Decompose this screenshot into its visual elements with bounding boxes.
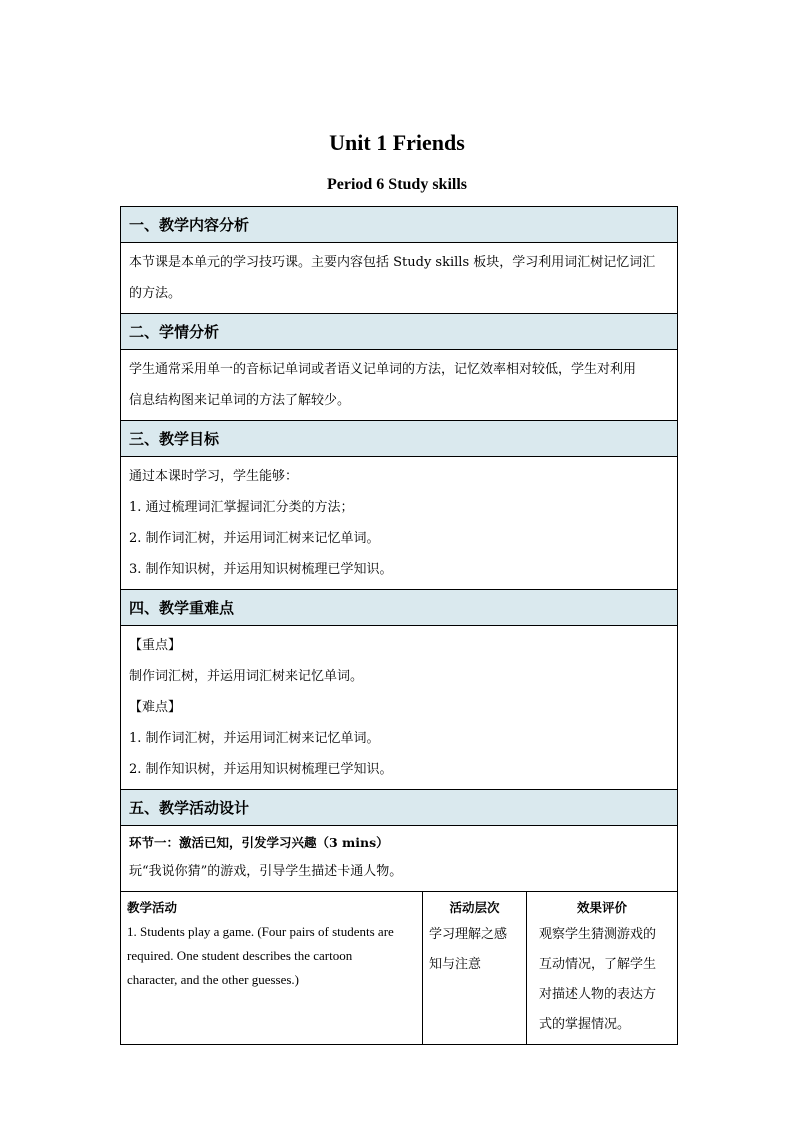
list-item: 1. 通过梳理词汇掌握词汇分类的方法； [129, 500, 354, 515]
column-header-evaluation: 效果评价 [576, 900, 627, 915]
difficulty-label: 【难点】 [129, 700, 182, 715]
document-title: Unit 1 Friends [329, 130, 465, 155]
activity-text-line: character, and the other guesses.) [127, 972, 300, 987]
activity-column [121, 892, 423, 1044]
section-body-student-analysis [121, 350, 677, 421]
text-line: 的方法。 [129, 286, 182, 301]
section-heading-key-points: 四、教学重难点 [121, 590, 677, 626]
evaluation-text-line: 观察学生猜测游戏的 [539, 927, 657, 942]
section-body-objectives [121, 457, 677, 590]
key-point-label: 【重点】 [129, 638, 182, 653]
text-line: 学生通常采用单一的音标记单词或者语义记单词的方法，记忆效率相对较低，学生对利用 [129, 362, 637, 377]
list-item: 2. 制作词汇树，并运用词汇树来记忆单词。 [129, 531, 380, 546]
lesson-plan-table [120, 206, 678, 1045]
activity-text-line: 1. Students play a game. (Four pairs of students are [127, 924, 394, 939]
text-line: 信息结构图来记单词的方法了解较少。 [129, 393, 351, 408]
evaluation-column [527, 892, 677, 1044]
list-item: 1. 制作词汇树，并运用词汇树来记忆单词。 [129, 731, 380, 746]
evaluation-text-line: 对描述人物的表达方 [539, 987, 657, 1002]
section-heading-student-analysis: 二、学情分析 [121, 314, 677, 350]
document-subtitle: Period 6 Study skills [326, 176, 468, 193]
stage-description: 玩“我说你猜”的游戏，引导学生描述卡通人物。 [129, 864, 403, 879]
list-item: 3. 制作知识树，并运用知识树梳理已学知识。 [129, 562, 393, 577]
level-column [423, 892, 527, 1044]
section-body-stage-one [121, 826, 677, 892]
stage-title: 环节一：激活已知，引发学习兴趣（3 mins） [129, 835, 389, 850]
column-header-activity: 教学活动 [127, 900, 178, 915]
text-line: 本节课是本单元的学习技巧课。主要内容包括 Study skills 板块，学习利用词汇树记忆词汇 [129, 255, 656, 270]
activity-text-line: required. One student describes the cartoon [127, 948, 353, 963]
section-heading-objectives: 三、教学目标 [121, 421, 677, 457]
section-heading-content-analysis: 一、教学内容分析 [121, 207, 677, 243]
column-header-level: 活动层次 [449, 900, 500, 915]
level-text-line: 学习理解之感 [429, 927, 508, 942]
activity-table [121, 892, 677, 1044]
section-body-key-points [121, 626, 677, 790]
level-text-line: 知与注意 [429, 957, 482, 972]
text-line: 通过本课时学习，学生能够： [129, 469, 299, 484]
list-item: 2. 制作知识树，并运用知识树梳理已学知识。 [129, 762, 393, 777]
evaluation-text-line: 式的掌握情况。 [539, 1017, 631, 1032]
evaluation-text-line: 互动情况，了解学生 [539, 957, 657, 972]
text-line: 制作词汇树，并运用词汇树来记忆单词。 [129, 669, 364, 684]
section-body-content-analysis [121, 243, 677, 314]
section-heading-activity-design: 五、教学活动设计 [121, 790, 677, 826]
